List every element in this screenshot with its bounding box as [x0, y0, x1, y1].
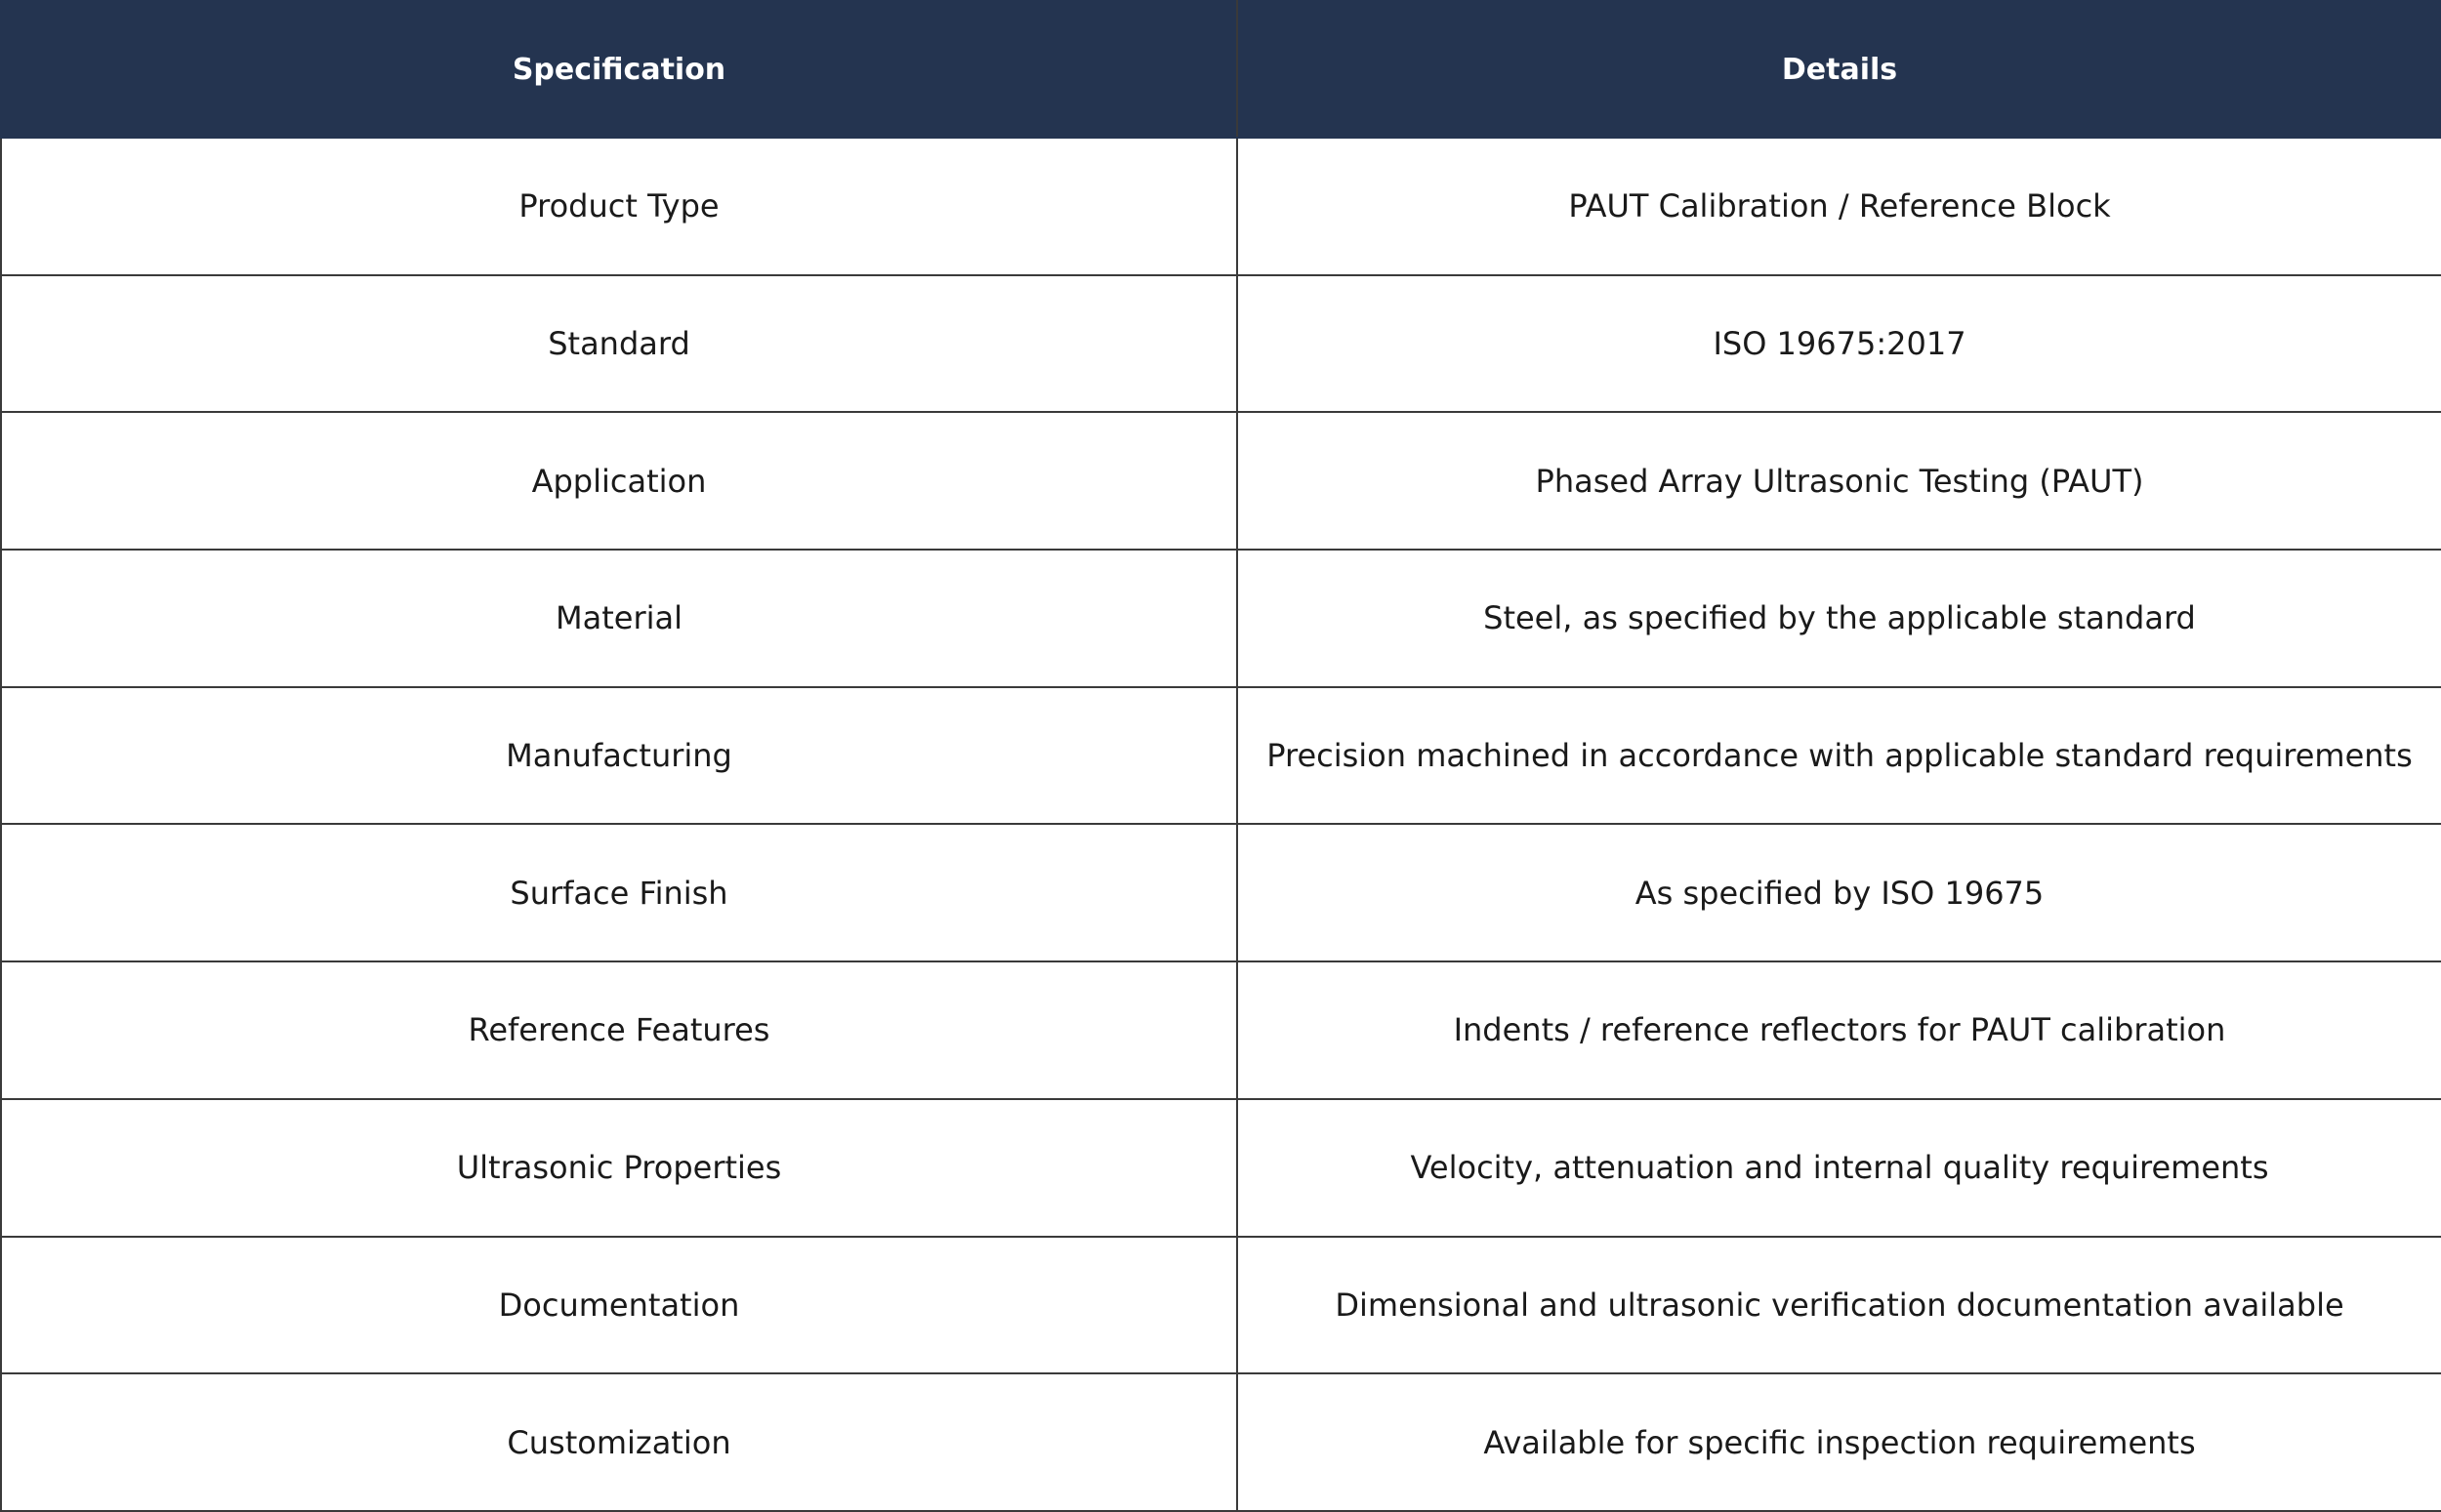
- details-cell: Velocity, attenuation and internal quality requirements: [1237, 1099, 2441, 1237]
- spec-cell: Manufacturing: [1, 687, 1237, 825]
- spec-cell: Reference Features: [1, 961, 1237, 1099]
- table-row: [1, 961, 2441, 1099]
- spec-cell: Documentation: [1, 1237, 1237, 1374]
- table-row: [1, 412, 2441, 550]
- table-row: [1, 550, 2441, 687]
- header-details: Details: [1237, 1, 2441, 138]
- spec-cell: Ultrasonic Properties: [1, 1099, 1237, 1237]
- details-cell: As specified by ISO 19675: [1237, 824, 2441, 961]
- spec-cell: Customization: [1, 1373, 1237, 1511]
- spec-cell: Surface Finish: [1, 824, 1237, 961]
- table-row: [1, 1099, 2441, 1237]
- table-row: [1, 275, 2441, 413]
- spec-cell: Standard: [1, 275, 1237, 413]
- table-row: [1, 824, 2441, 961]
- table-row: [1, 1237, 2441, 1374]
- table-row: [1, 1373, 2441, 1511]
- details-cell: Available for specific inspection requirements: [1237, 1373, 2441, 1511]
- details-cell: Steel, as specified by the applicable standard: [1237, 550, 2441, 687]
- table-body: [1, 138, 2441, 1511]
- details-cell: ISO 19675:2017: [1237, 275, 2441, 413]
- table-header: [1, 1, 2441, 138]
- table-row: [1, 138, 2441, 275]
- spec-cell: Product Type: [1, 138, 1237, 275]
- details-cell: Precision machined in accordance with applicable standard requirements: [1237, 687, 2441, 825]
- details-cell: Indents / reference reflectors for PAUT calibration: [1237, 961, 2441, 1099]
- header-row: [1, 1, 2441, 138]
- spec-cell: Application: [1, 412, 1237, 550]
- table-row: [1, 687, 2441, 825]
- header-specification: Specification: [1, 1, 1237, 138]
- details-cell: PAUT Calibration / Reference Block: [1237, 138, 2441, 275]
- details-cell: Phased Array Ultrasonic Testing (PAUT): [1237, 412, 2441, 550]
- details-cell: Dimensional and ultrasonic verification documentation available: [1237, 1237, 2441, 1374]
- spec-cell: Material: [1, 550, 1237, 687]
